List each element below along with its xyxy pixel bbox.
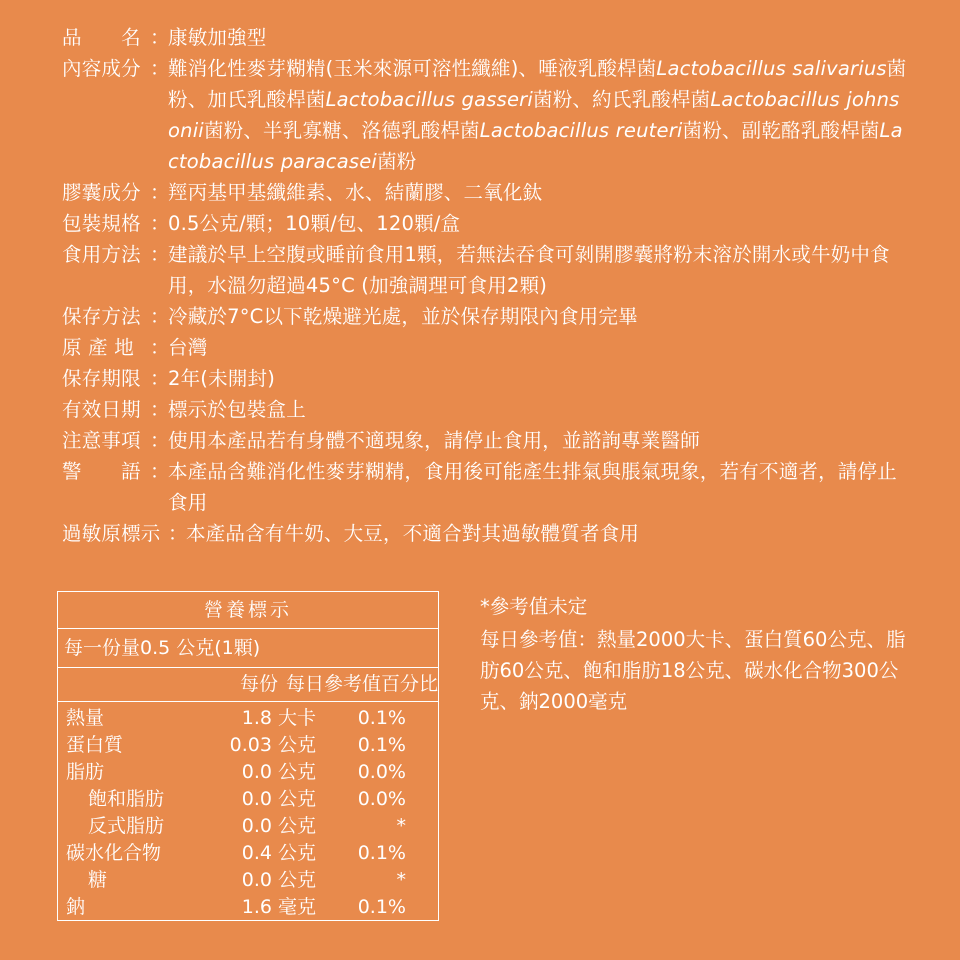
storage-label: 保存方法 [62,305,141,328]
ingredient-text: 菌粉、半乳寡糖、洛德乳酸桿菌 [203,119,480,142]
colon: ： [150,336,170,359]
allergen-row [62,518,908,549]
nutrient-daily-pct: * [396,815,406,837]
usage-value: 建議於早上空腹或睡前食用1顆，若無法吞食可剝開膠囊將粉末溶於開水或牛奶中食用，水溫勿超過45°C (加強調理可食用2顆) [168,243,890,297]
nutrient-amount: 0.0 公克 [241,815,316,837]
colon: ： [150,57,170,80]
nutrition-row [58,759,438,786]
expiry-value: 標示於包裝盒上 [168,398,306,421]
spec-label: 包裝規格 [62,212,141,235]
latin-name: Lactobacillus gasseri [325,88,534,111]
nutrient-name: 鈉 [66,896,86,918]
nutrient-name: 蛋白質 [66,734,124,756]
shelf-life-label: 保存期限 [62,367,141,390]
ingredients-value [168,53,908,177]
nutrition-title: 營養標示 [58,592,438,629]
warning-value: 本產品含難消化性麥芽糊精，食用後可能產生排氣與脹氣現象，若有不適者，請停止食用 [168,460,897,514]
notice-row [62,425,908,456]
notice-label: 注意事項 [62,429,141,452]
nutrient-name: 飽和脂肪 [88,788,165,810]
ingredient-text: 難消化性麥芽糊精(玉米來源可溶性纖維)、唾液乳酸桿菌 [168,57,657,80]
ingredient-text: 菌粉、約氏乳酸桿菌 [533,88,711,111]
colon: ： [150,26,170,49]
nutrient-name: 熱量 [66,707,105,729]
notice-value: 使用本產品若有身體不適現象，請停止食用，並諮詢專業醫師 [168,429,700,452]
ingredient-text: 菌粉、加氏乳酸桿菌 [168,57,907,111]
reference-values [480,591,910,717]
warning-label: 警 語 [62,460,141,483]
allergen-label: 過敏原標示 [62,522,161,545]
origin-value: 台灣 [168,336,208,359]
nutrient-daily-pct: 0.1% [357,896,406,918]
capsule-value: 羥丙基甲基纖維素、水、結蘭膠、二氧化鈦 [168,181,543,204]
colon: ： [150,367,170,390]
latin-name: Lactobacillus salivarius [656,57,887,80]
latin-name: Lactobacillus reuteri [479,119,683,142]
product-info [62,22,908,549]
storage-value: 冷藏於7°C以下乾燥避光處，並於保存期限內食用完畢 [168,305,638,328]
capsule-row [62,177,908,208]
nutrient-amount: 1.8 大卡 [241,707,316,729]
ingredients-row [62,53,908,177]
ingredient-text: 菌粉 [377,150,417,173]
colon: ： [150,181,170,204]
nutrient-name: 脂肪 [66,761,105,783]
nutrition-row [58,705,438,732]
nutrient-daily-pct: * [396,869,406,891]
colon: ： [168,522,188,545]
colon: ： [150,243,170,266]
latin-name: Lactobacillus paracasei [168,119,903,173]
nutrient-daily-pct: 0.1% [357,842,406,864]
nutrient-amount: 1.6 毫克 [241,896,316,918]
expiry-row [62,394,908,425]
nutrition-row [58,786,438,813]
nutrient-name: 反式脂肪 [88,815,165,837]
capsule-label: 膠囊成分 [62,181,141,204]
col-per-serving: 每份 [239,673,278,695]
nutrition-row [58,840,438,867]
shelf-life-value: 2年(未開封) [168,367,276,390]
colon: ： [150,212,170,235]
origin-row [62,332,908,363]
product-name-value: 康敏加強型 [168,26,267,49]
ingredients-label: 內容成分 [62,57,141,80]
nutrition-row [58,813,438,840]
nutrition-facts-table [57,591,439,921]
nutrient-name: 碳水化合物 [66,842,162,864]
spec-value: 0.5公克/顆；10顆/包、120顆/盒 [168,212,461,235]
colon: ： [150,460,170,483]
col-daily-pct: 每日參考值百分比 [285,673,438,695]
nutrient-amount: 0.0 公克 [241,869,316,891]
spec-row [62,208,908,239]
latin-name: Lactobacillus johnsonii [168,88,900,142]
product-name-label: 品 名 [62,26,141,49]
shelf-life-row [62,363,908,394]
nutrition-rows [58,702,438,921]
nutrient-daily-pct: 0.1% [357,734,406,756]
expiry-label: 有效日期 [62,398,141,421]
serving-size: 每一份量0.5 公克(1顆) [58,629,438,668]
reference-note: *參考值未定 [480,595,588,618]
nutrition-row [58,867,438,894]
nutrition-row [58,732,438,759]
nutrition-column-headers [58,668,438,702]
nutrient-amount: 0.0 公克 [241,788,316,810]
usage-label: 食用方法 [62,243,141,266]
storage-row [62,301,908,332]
allergen-value: 本產品含有牛奶、大豆，不適合對其過敏體質者食用 [186,522,640,545]
warning-row [62,456,908,518]
origin-label: 原 產 地 [62,336,134,359]
colon: ： [150,429,170,452]
colon: ： [150,398,170,421]
nutrient-daily-pct: 0.0% [357,761,406,783]
product-name-row [62,22,908,53]
nutrition-row [58,894,438,921]
ingredient-text: 菌粉、副乾酪乳酸桿菌 [682,119,880,142]
colon: ： [150,305,170,328]
nutrient-amount: 0.03 公克 [229,734,316,756]
nutrient-name: 糖 [88,869,108,891]
usage-row [62,239,908,301]
nutrient-daily-pct: 0.0% [357,788,406,810]
daily-reference-text: 每日參考值：熱量2000大卡、蛋白質60公克、脂肪60公克、飽和脂肪18公克、碳水化合物300公克、鈉2000毫克 [480,628,906,713]
nutrient-amount: 0.4 公克 [241,842,316,864]
nutrient-daily-pct: 0.1% [357,707,406,729]
nutrient-amount: 0.0 公克 [241,761,316,783]
